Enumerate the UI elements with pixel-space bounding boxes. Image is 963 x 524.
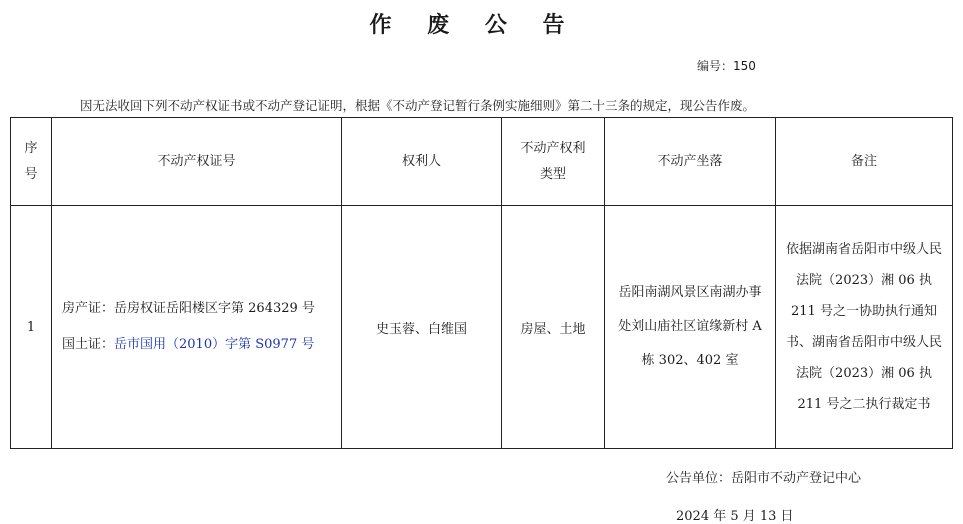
cell-right-type: 房屋、土地 bbox=[502, 206, 605, 449]
cell-owner: 史玉蓉、白维国 bbox=[342, 206, 502, 449]
land-cert-label: 国土证： bbox=[62, 337, 115, 352]
header-seq bbox=[11, 118, 52, 206]
issuer-value: 岳阳市不动产登记中心 bbox=[731, 471, 862, 486]
header-location: 不动产坐落 bbox=[605, 118, 776, 206]
issuer-line bbox=[666, 467, 861, 486]
intro-paragraph: 因无法收回下列不动产权证书或不动产登记证明，根据《不动产登记暂行条例实施细则》第二十三条的规定，现公告作废。 bbox=[80, 98, 756, 113]
header-seq-text: 序 号 bbox=[24, 140, 38, 182]
document-number-label: 编号： bbox=[697, 59, 734, 73]
header-note: 备注 bbox=[776, 118, 953, 206]
house-cert-value: 岳房权证岳阳楼区字第 264329 号 bbox=[114, 301, 315, 316]
house-cert-label: 房产证： bbox=[62, 301, 115, 316]
issuer-label: 公告单位： bbox=[666, 471, 732, 486]
table-header-row bbox=[11, 118, 953, 206]
notice-title: 作 废 公 告 bbox=[369, 13, 579, 38]
header-right-type-text: 不动产权利 类型 bbox=[520, 140, 586, 182]
invalidation-table bbox=[10, 117, 953, 449]
land-cert-value: 岳市国用（2010）字第 S0977 号 bbox=[114, 337, 315, 352]
house-cert-line bbox=[62, 291, 341, 327]
cell-seq: 1 bbox=[11, 206, 52, 449]
cell-note: 依据湖南省岳阳市中级人民法院（2023）湘 06 执 211 号之一协助执行通知书、湖南省岳阳市中级人民法院（2023）湘 06 执 211 号之二执行裁定书 bbox=[776, 206, 953, 449]
table-row bbox=[11, 206, 953, 449]
header-owner: 权利人 bbox=[342, 118, 502, 206]
header-cert: 不动产权证号 bbox=[52, 118, 342, 206]
land-cert-line bbox=[62, 327, 341, 363]
document-number-value: 150 bbox=[733, 59, 756, 73]
document-number bbox=[697, 57, 756, 74]
notice-date: 2024 年 5 月 13 日 bbox=[676, 509, 794, 524]
cell-cert bbox=[52, 206, 342, 449]
cell-location: 岳阳南湖风景区南湖办事处刘山庙社区谊缘新村 A 栋 302、402 室 bbox=[605, 206, 776, 449]
header-right-type bbox=[502, 118, 605, 206]
invalidation-table-wrapper bbox=[10, 117, 953, 449]
